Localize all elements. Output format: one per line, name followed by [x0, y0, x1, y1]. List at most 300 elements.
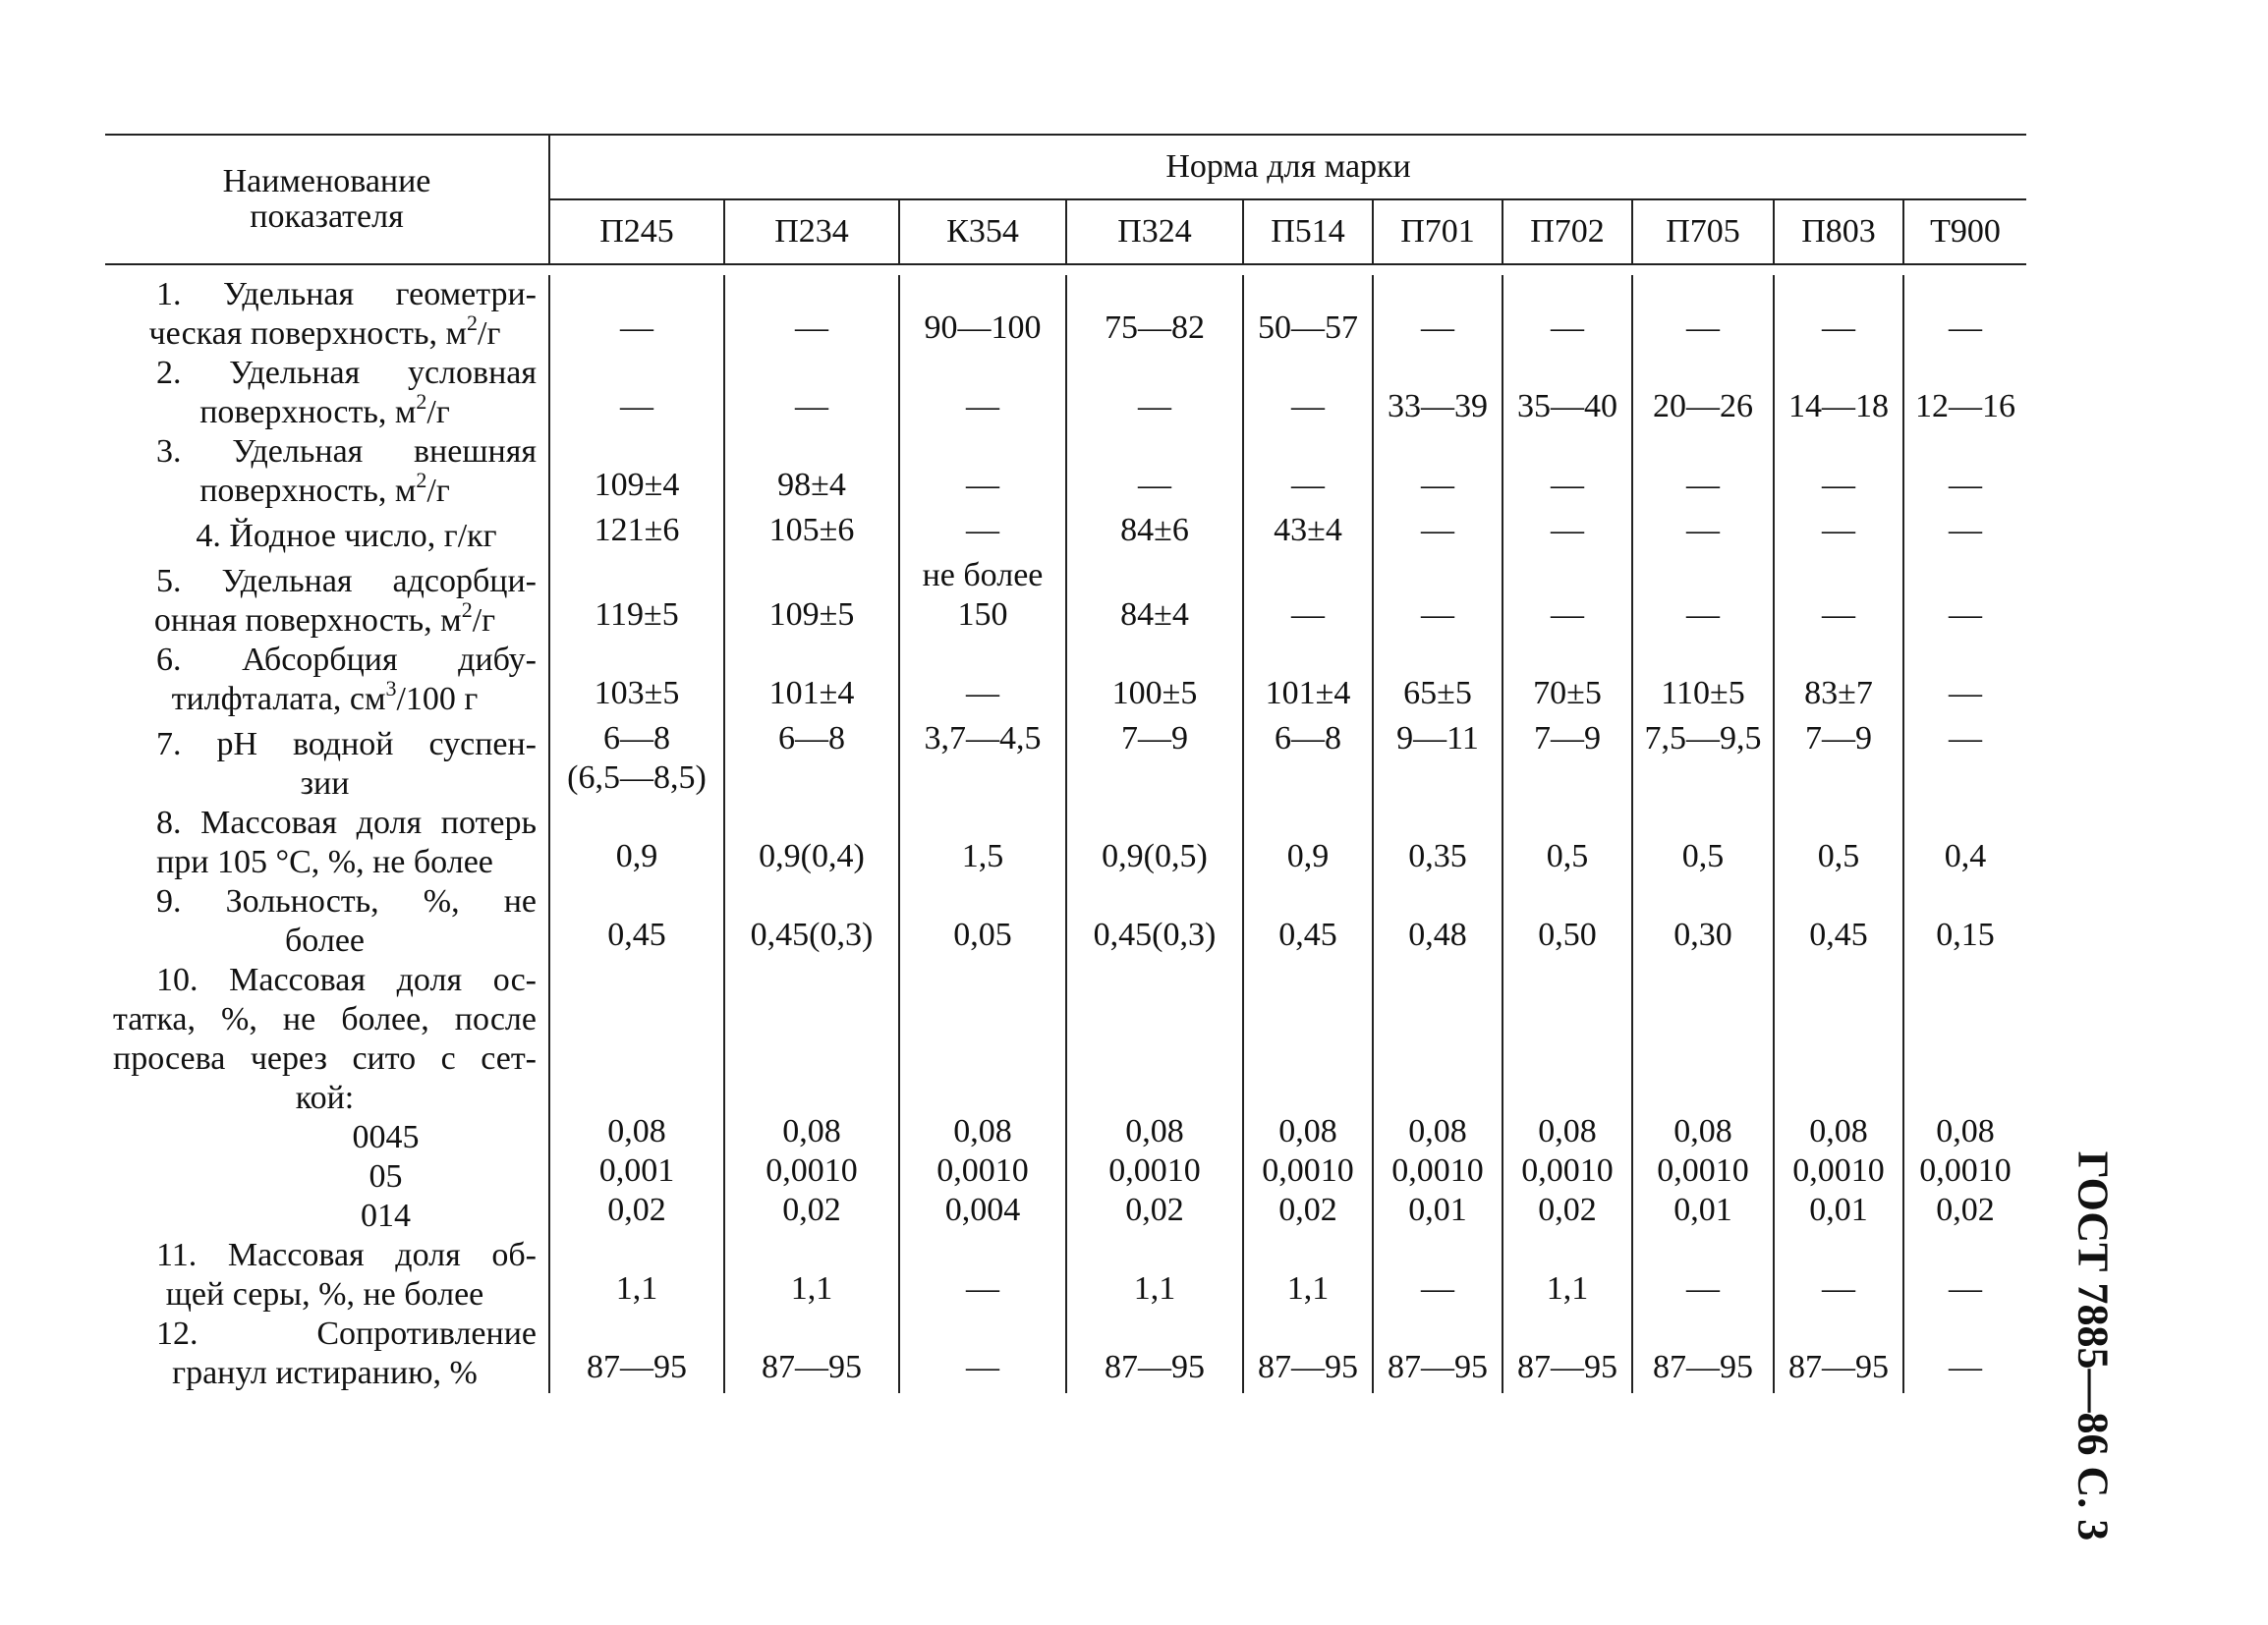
value-cell: [1373, 882, 1503, 961]
value-line: 0,02: [1538, 1192, 1597, 1228]
table-row: [105, 275, 2026, 354]
value-line: 0,45: [1809, 917, 1868, 953]
value-line: —: [1551, 596, 1584, 633]
value-cell: [1774, 1315, 1903, 1393]
value-line: —: [1291, 596, 1325, 633]
value-cell: [1774, 719, 1903, 804]
value-cell: [1503, 275, 1632, 354]
indicator-name-line: поверхность, $м^2/г$: [199, 388, 450, 430]
value-cell: [899, 719, 1066, 804]
value-line: 0,08: [782, 1113, 841, 1149]
indicator-name-line: тилфталата, $см^3/100$ г: [171, 675, 479, 717]
indicator-name-cell: [105, 961, 549, 1236]
value-line: —: [1421, 1270, 1454, 1307]
value-line: 0,9: [1286, 838, 1330, 874]
table-row: [105, 804, 2026, 882]
value-cell: [1243, 511, 1373, 556]
value-line: 0,4: [1944, 838, 1987, 874]
header-brand-П702: П702: [1503, 199, 1632, 264]
value-cell: [899, 275, 1066, 354]
value-cell: [1243, 275, 1373, 354]
value-line: 0,0010: [936, 1152, 1029, 1189]
value-cell: [1632, 1315, 1774, 1393]
value-line: 87—95: [762, 1349, 862, 1385]
value-line: 109±5: [768, 596, 855, 633]
value-line: 0,08: [1673, 1113, 1732, 1149]
value-line: 0,0010: [765, 1152, 858, 1189]
header-brand-П324: П324: [1066, 199, 1243, 264]
indicator-name-line: зии: [300, 765, 350, 802]
indicator-name-line: 12. Сопротивление: [156, 1316, 537, 1352]
indicator-name-line: 6. Абсорбция дибу-: [156, 642, 537, 678]
indicator-name-cell: [105, 804, 549, 882]
value-cell: [1066, 641, 1243, 719]
value-line: 0,02: [1278, 1192, 1337, 1228]
value-cell: [1632, 511, 1774, 556]
indicator-name-cell: [105, 432, 549, 511]
value-line: —: [966, 467, 999, 503]
value-line: 0,0010: [1919, 1152, 2012, 1189]
value-line: 6—8: [778, 720, 845, 756]
header-name-line-2: показателя: [250, 198, 404, 235]
value-line: 1,1: [615, 1270, 658, 1307]
value-line: 0,30: [1673, 917, 1732, 953]
value-cell: [724, 804, 899, 882]
value-cell: [1373, 354, 1503, 432]
value-line: 75—82: [1105, 309, 1205, 346]
value-line: (6,5—8,5): [567, 759, 707, 796]
sieve-mesh-label: 014: [361, 1198, 411, 1234]
indicator-name-cell: [105, 882, 549, 961]
value-cell: [1774, 1236, 1903, 1315]
value-line: 0,45: [607, 917, 666, 953]
value-line: 6—8: [603, 720, 670, 756]
value-line: 0,5: [1546, 838, 1589, 874]
value-line: 87—95: [1388, 1349, 1488, 1385]
value-cell: [1774, 432, 1903, 511]
value-cell: [1503, 961, 1632, 1236]
value-line: 0,004: [944, 1192, 1021, 1228]
indicator-name-line: просева через сито с сет-: [113, 1040, 537, 1077]
value-cell: [1632, 719, 1774, 804]
header-brand-Т900: Т900: [1903, 199, 2026, 264]
sieve-mesh-label: 0045: [352, 1119, 420, 1155]
value-line: 0,02: [782, 1192, 841, 1228]
value-cell: [1066, 719, 1243, 804]
value-cell: [1774, 275, 1903, 354]
value-cell: [1373, 1315, 1503, 1393]
value-cell: [724, 354, 899, 432]
value-cell: [1066, 354, 1243, 432]
value-cell: [1632, 882, 1774, 961]
value-line: 1,1: [1286, 1270, 1330, 1307]
value-cell: [724, 961, 899, 1236]
value-line: 87—95: [1653, 1349, 1753, 1385]
value-cell: [549, 432, 724, 511]
value-line: 0,01: [1673, 1192, 1732, 1228]
value-cell: [1503, 556, 1632, 641]
value-line: 0,9(0,4): [759, 838, 865, 874]
value-cell: [899, 804, 1066, 882]
value-line: 84±4: [1120, 596, 1189, 633]
header-brand-П701: П701: [1373, 199, 1503, 264]
value-cell: [724, 1236, 899, 1315]
value-line: 87—95: [587, 1349, 687, 1385]
table-row: [105, 511, 2026, 556]
value-cell: [724, 432, 899, 511]
value-line: 14—18: [1788, 388, 1889, 424]
value-line: 65±5: [1403, 675, 1472, 711]
value-cell: [1373, 719, 1503, 804]
value-line: 87—95: [1105, 1349, 1205, 1385]
value-line: 0,0010: [1521, 1152, 1614, 1189]
value-line: 0,45(0,3): [1093, 917, 1217, 953]
value-cell: [1373, 556, 1503, 641]
value-line: 0,01: [1809, 1192, 1868, 1228]
value-line: —: [1949, 309, 1983, 346]
indicator-name-line: гранул истиранию, %: [172, 1355, 478, 1391]
indicator-name-line: более: [285, 923, 365, 959]
value-cell: [1503, 511, 1632, 556]
table-row: [105, 961, 2026, 1236]
value-line: 0,0010: [1391, 1152, 1484, 1189]
value-cell: [1903, 961, 2026, 1236]
header-group-title: Норма для марки: [549, 135, 2026, 199]
value-line: —: [1421, 596, 1454, 633]
header-row-group: [105, 135, 2026, 199]
value-cell: [1373, 804, 1503, 882]
value-cell: [1632, 354, 1774, 432]
value-line: 0,15: [1936, 917, 1995, 953]
value-line: —: [1686, 596, 1720, 633]
value-line: 0,08: [1538, 1113, 1597, 1149]
indicator-name-line: 7. pH водной суспен-: [156, 726, 537, 762]
value-cell: [549, 804, 724, 882]
value-cell: [1774, 511, 1903, 556]
value-cell: [1243, 641, 1373, 719]
value-cell: [1373, 641, 1503, 719]
value-line: 83±7: [1804, 675, 1873, 711]
value-line: 150: [957, 596, 1008, 633]
value-cell: [1243, 432, 1373, 511]
value-cell: [1903, 511, 2026, 556]
indicator-name-line: 10. Массовая доля ос-: [156, 962, 537, 998]
indicator-name-line: онная поверхность, $м^2/г$: [153, 596, 496, 639]
value-line: —: [620, 309, 653, 346]
value-line: 0,02: [607, 1192, 666, 1228]
value-cell: [899, 1236, 1066, 1315]
value-cell: [1243, 1315, 1373, 1393]
indicator-name-line: поверхность, $м^2/г$: [199, 467, 450, 509]
indicator-name-line: татка, %, не более, после: [113, 1001, 537, 1037]
indicator-name-line: щей серы, %, не более: [165, 1276, 484, 1313]
value-cell: [1066, 275, 1243, 354]
value-line: 0,08: [1936, 1113, 1995, 1149]
table-row: [105, 1236, 2026, 1315]
value-line: 0,08: [1278, 1113, 1337, 1149]
value-line: —: [795, 388, 828, 424]
table-row: [105, 719, 2026, 804]
value-line: 100±5: [1111, 675, 1198, 711]
value-line: 0,08: [1408, 1113, 1467, 1149]
value-line: 0,9(0,5): [1102, 838, 1208, 874]
table-row: [105, 556, 2026, 641]
value-line: —: [1686, 467, 1720, 503]
indicator-name-cell: [105, 719, 549, 804]
value-line: 7—9: [1805, 720, 1872, 756]
indicator-name-line: 4. Йодное число, г/кг: [196, 518, 497, 554]
value-cell: [549, 354, 724, 432]
value-line: 0,08: [607, 1113, 666, 1149]
value-cell: [1632, 275, 1774, 354]
value-line: 87—95: [1517, 1349, 1617, 1385]
value-line: 1,1: [1133, 1270, 1176, 1307]
value-cell: [1503, 432, 1632, 511]
value-cell: [1503, 1315, 1632, 1393]
indicator-name-cell: [105, 1315, 549, 1393]
value-line: 43±4: [1274, 512, 1342, 548]
value-line: 0,48: [1408, 917, 1467, 953]
value-cell: [1373, 275, 1503, 354]
value-line: —: [1551, 467, 1584, 503]
table-row: [105, 1315, 2026, 1393]
value-line: —: [1822, 467, 1855, 503]
value-cell: [1243, 961, 1373, 1236]
value-cell: [1903, 641, 2026, 719]
table-row: [105, 354, 2026, 432]
value-line: 101±4: [768, 675, 855, 711]
gost-page-label: ГОСТ 7885—86 С. 3: [2069, 1150, 2118, 1541]
indicator-name-cell: [105, 1236, 549, 1315]
value-cell: [1632, 641, 1774, 719]
value-line: —: [1822, 596, 1855, 633]
indicator-name-line: 8. Массовая доля потерь: [156, 805, 537, 841]
value-cell: [549, 511, 724, 556]
value-line: —: [1686, 512, 1720, 548]
value-cell: [1903, 719, 2026, 804]
value-cell: [724, 511, 899, 556]
value-line: —: [1686, 1270, 1720, 1307]
value-cell: [1774, 641, 1903, 719]
value-line: 7,5—9,5: [1644, 720, 1762, 756]
value-cell: [1903, 804, 2026, 882]
value-line: 119±5: [595, 596, 679, 633]
value-cell: [899, 882, 1066, 961]
value-cell: [1632, 432, 1774, 511]
value-cell: [1903, 556, 2026, 641]
value-line: 9—11: [1396, 720, 1479, 756]
header-name-line-1: Наименование: [222, 163, 431, 199]
value-cell: [1373, 1236, 1503, 1315]
value-cell: [724, 1315, 899, 1393]
indicator-name-cell: [105, 275, 549, 354]
value-line: 1,1: [790, 1270, 833, 1307]
value-cell: [1066, 1236, 1243, 1315]
value-cell: [899, 432, 1066, 511]
value-line: —: [966, 675, 999, 711]
value-cell: [724, 556, 899, 641]
value-line: 1,5: [961, 838, 1004, 874]
value-cell: [1774, 961, 1903, 1236]
value-cell: [899, 961, 1066, 1236]
value-cell: [1503, 719, 1632, 804]
value-line: 0,5: [1817, 838, 1860, 874]
value-line: 0,01: [1408, 1192, 1467, 1228]
value-cell: [1903, 1236, 2026, 1315]
value-cell: [899, 556, 1066, 641]
value-cell: [549, 275, 724, 354]
value-line: 109±4: [594, 467, 680, 503]
value-cell: [899, 641, 1066, 719]
indicator-name-cell: [105, 641, 549, 719]
value-line: —: [1421, 512, 1454, 548]
value-line: —: [1949, 1270, 1983, 1307]
value-line: 98±4: [777, 467, 846, 503]
value-line: 0,0010: [1108, 1152, 1201, 1189]
value-cell: [1903, 1315, 2026, 1393]
value-line: —: [1949, 720, 1983, 756]
indicator-name-cell: [105, 556, 549, 641]
value-cell: [1503, 641, 1632, 719]
value-line: 110±5: [1661, 675, 1745, 711]
table-body: [105, 135, 2026, 1393]
value-cell: [1243, 882, 1373, 961]
value-line: —: [1551, 512, 1584, 548]
value-cell: [1903, 354, 2026, 432]
value-line: —: [966, 1349, 999, 1385]
table-row: [105, 432, 2026, 511]
value-line: 6—8: [1275, 720, 1341, 756]
value-cell: [1632, 1236, 1774, 1315]
value-cell: [1503, 1236, 1632, 1315]
value-line: —: [1421, 309, 1454, 346]
value-line: —: [1291, 388, 1325, 424]
value-line: 70±5: [1533, 675, 1602, 711]
value-line: 87—95: [1788, 1349, 1889, 1385]
header-brand-П803: П803: [1774, 199, 1903, 264]
value-cell: [1243, 719, 1373, 804]
value-cell: [1066, 961, 1243, 1236]
header-name-cell: [105, 135, 549, 264]
value-cell: [1243, 1236, 1373, 1315]
value-line: 0,0010: [1262, 1152, 1354, 1189]
header-brand-К354: К354: [899, 199, 1066, 264]
value-line: —: [1949, 512, 1983, 548]
value-line: —: [1949, 467, 1983, 503]
value-cell: [1066, 556, 1243, 641]
value-cell: [1632, 556, 1774, 641]
indicator-name-line: кой:: [295, 1080, 355, 1116]
value-cell: [549, 556, 724, 641]
value-cell: [1066, 432, 1243, 511]
value-line: 0,0010: [1657, 1152, 1749, 1189]
value-line: 101±4: [1265, 675, 1351, 711]
value-line: —: [966, 388, 999, 424]
value-line: —: [1949, 675, 1983, 711]
side-label: [2054, 1140, 2132, 1552]
value-line: 0,001: [598, 1152, 675, 1189]
value-line: 50—57: [1258, 309, 1358, 346]
value-line: 7—9: [1121, 720, 1188, 756]
value-cell: [1373, 961, 1503, 1236]
value-line: 35—40: [1517, 388, 1617, 424]
value-line: 0,02: [1125, 1192, 1184, 1228]
value-cell: [724, 275, 899, 354]
specification-table: [105, 134, 2026, 1393]
header-brand-П705: П705: [1632, 199, 1774, 264]
value-line: —: [1138, 388, 1171, 424]
value-line: 0,08: [953, 1113, 1012, 1149]
row-spacer: [105, 264, 2026, 275]
value-cell: [724, 719, 899, 804]
value-cell: [549, 882, 724, 961]
value-cell: [1903, 882, 2026, 961]
value-line: —: [620, 388, 653, 424]
value-cell: [549, 719, 724, 804]
header-brand-П245: П245: [549, 199, 724, 264]
value-cell: [549, 961, 724, 1236]
value-line: —: [1551, 309, 1584, 346]
value-cell: [1243, 804, 1373, 882]
value-line: —: [1686, 309, 1720, 346]
value-cell: [1903, 432, 2026, 511]
value-line: 0,5: [1681, 838, 1725, 874]
value-cell: [549, 641, 724, 719]
value-line: 1,1: [1546, 1270, 1589, 1307]
value-line: 105±6: [768, 512, 855, 548]
value-cell: [724, 641, 899, 719]
indicator-name-cell: [105, 511, 549, 556]
value-line: 20—26: [1653, 388, 1753, 424]
value-line: 84±6: [1120, 512, 1189, 548]
indicator-name-line: ческая поверхность, $м^2/г$: [148, 309, 501, 352]
value-line: 0,35: [1408, 838, 1467, 874]
value-line: 0,02: [1936, 1192, 1995, 1228]
value-cell: [1774, 882, 1903, 961]
header-brand-П514: П514: [1243, 199, 1373, 264]
indicator-name-line: 3. Удельная внешняя: [156, 433, 537, 470]
value-line: 0,05: [953, 917, 1012, 953]
value-line: 87—95: [1258, 1349, 1358, 1385]
value-line: 0,45(0,3): [750, 917, 874, 953]
value-cell: [899, 511, 1066, 556]
value-cell: [1774, 804, 1903, 882]
indicator-name-line: 1. Удельная геометри-: [156, 276, 537, 312]
value-cell: [1774, 354, 1903, 432]
value-line: 0,0010: [1792, 1152, 1885, 1189]
sieve-mesh-label: 05: [369, 1158, 403, 1195]
value-line: 103±5: [594, 675, 680, 711]
value-cell: [549, 1315, 724, 1393]
value-line: 90—100: [924, 309, 1042, 346]
value-cell: [1503, 882, 1632, 961]
value-cell: [1066, 1315, 1243, 1393]
indicator-name-line: 2. Удельная условная: [156, 355, 537, 391]
value-cell: [1903, 275, 2026, 354]
value-cell: [724, 882, 899, 961]
value-cell: [899, 1315, 1066, 1393]
value-cell: [1632, 804, 1774, 882]
value-line: —: [1949, 596, 1983, 633]
indicator-name-line: 5. Удельная адсорбци-: [156, 563, 537, 599]
value-line: 0,45: [1278, 917, 1337, 953]
value-cell: [1243, 354, 1373, 432]
value-line: —: [795, 309, 828, 346]
value-line: 0,9: [615, 838, 658, 874]
indicator-name-line: при 105 °С, %, не более: [156, 844, 493, 880]
value-cell: [899, 354, 1066, 432]
value-line: 0,08: [1809, 1113, 1868, 1149]
